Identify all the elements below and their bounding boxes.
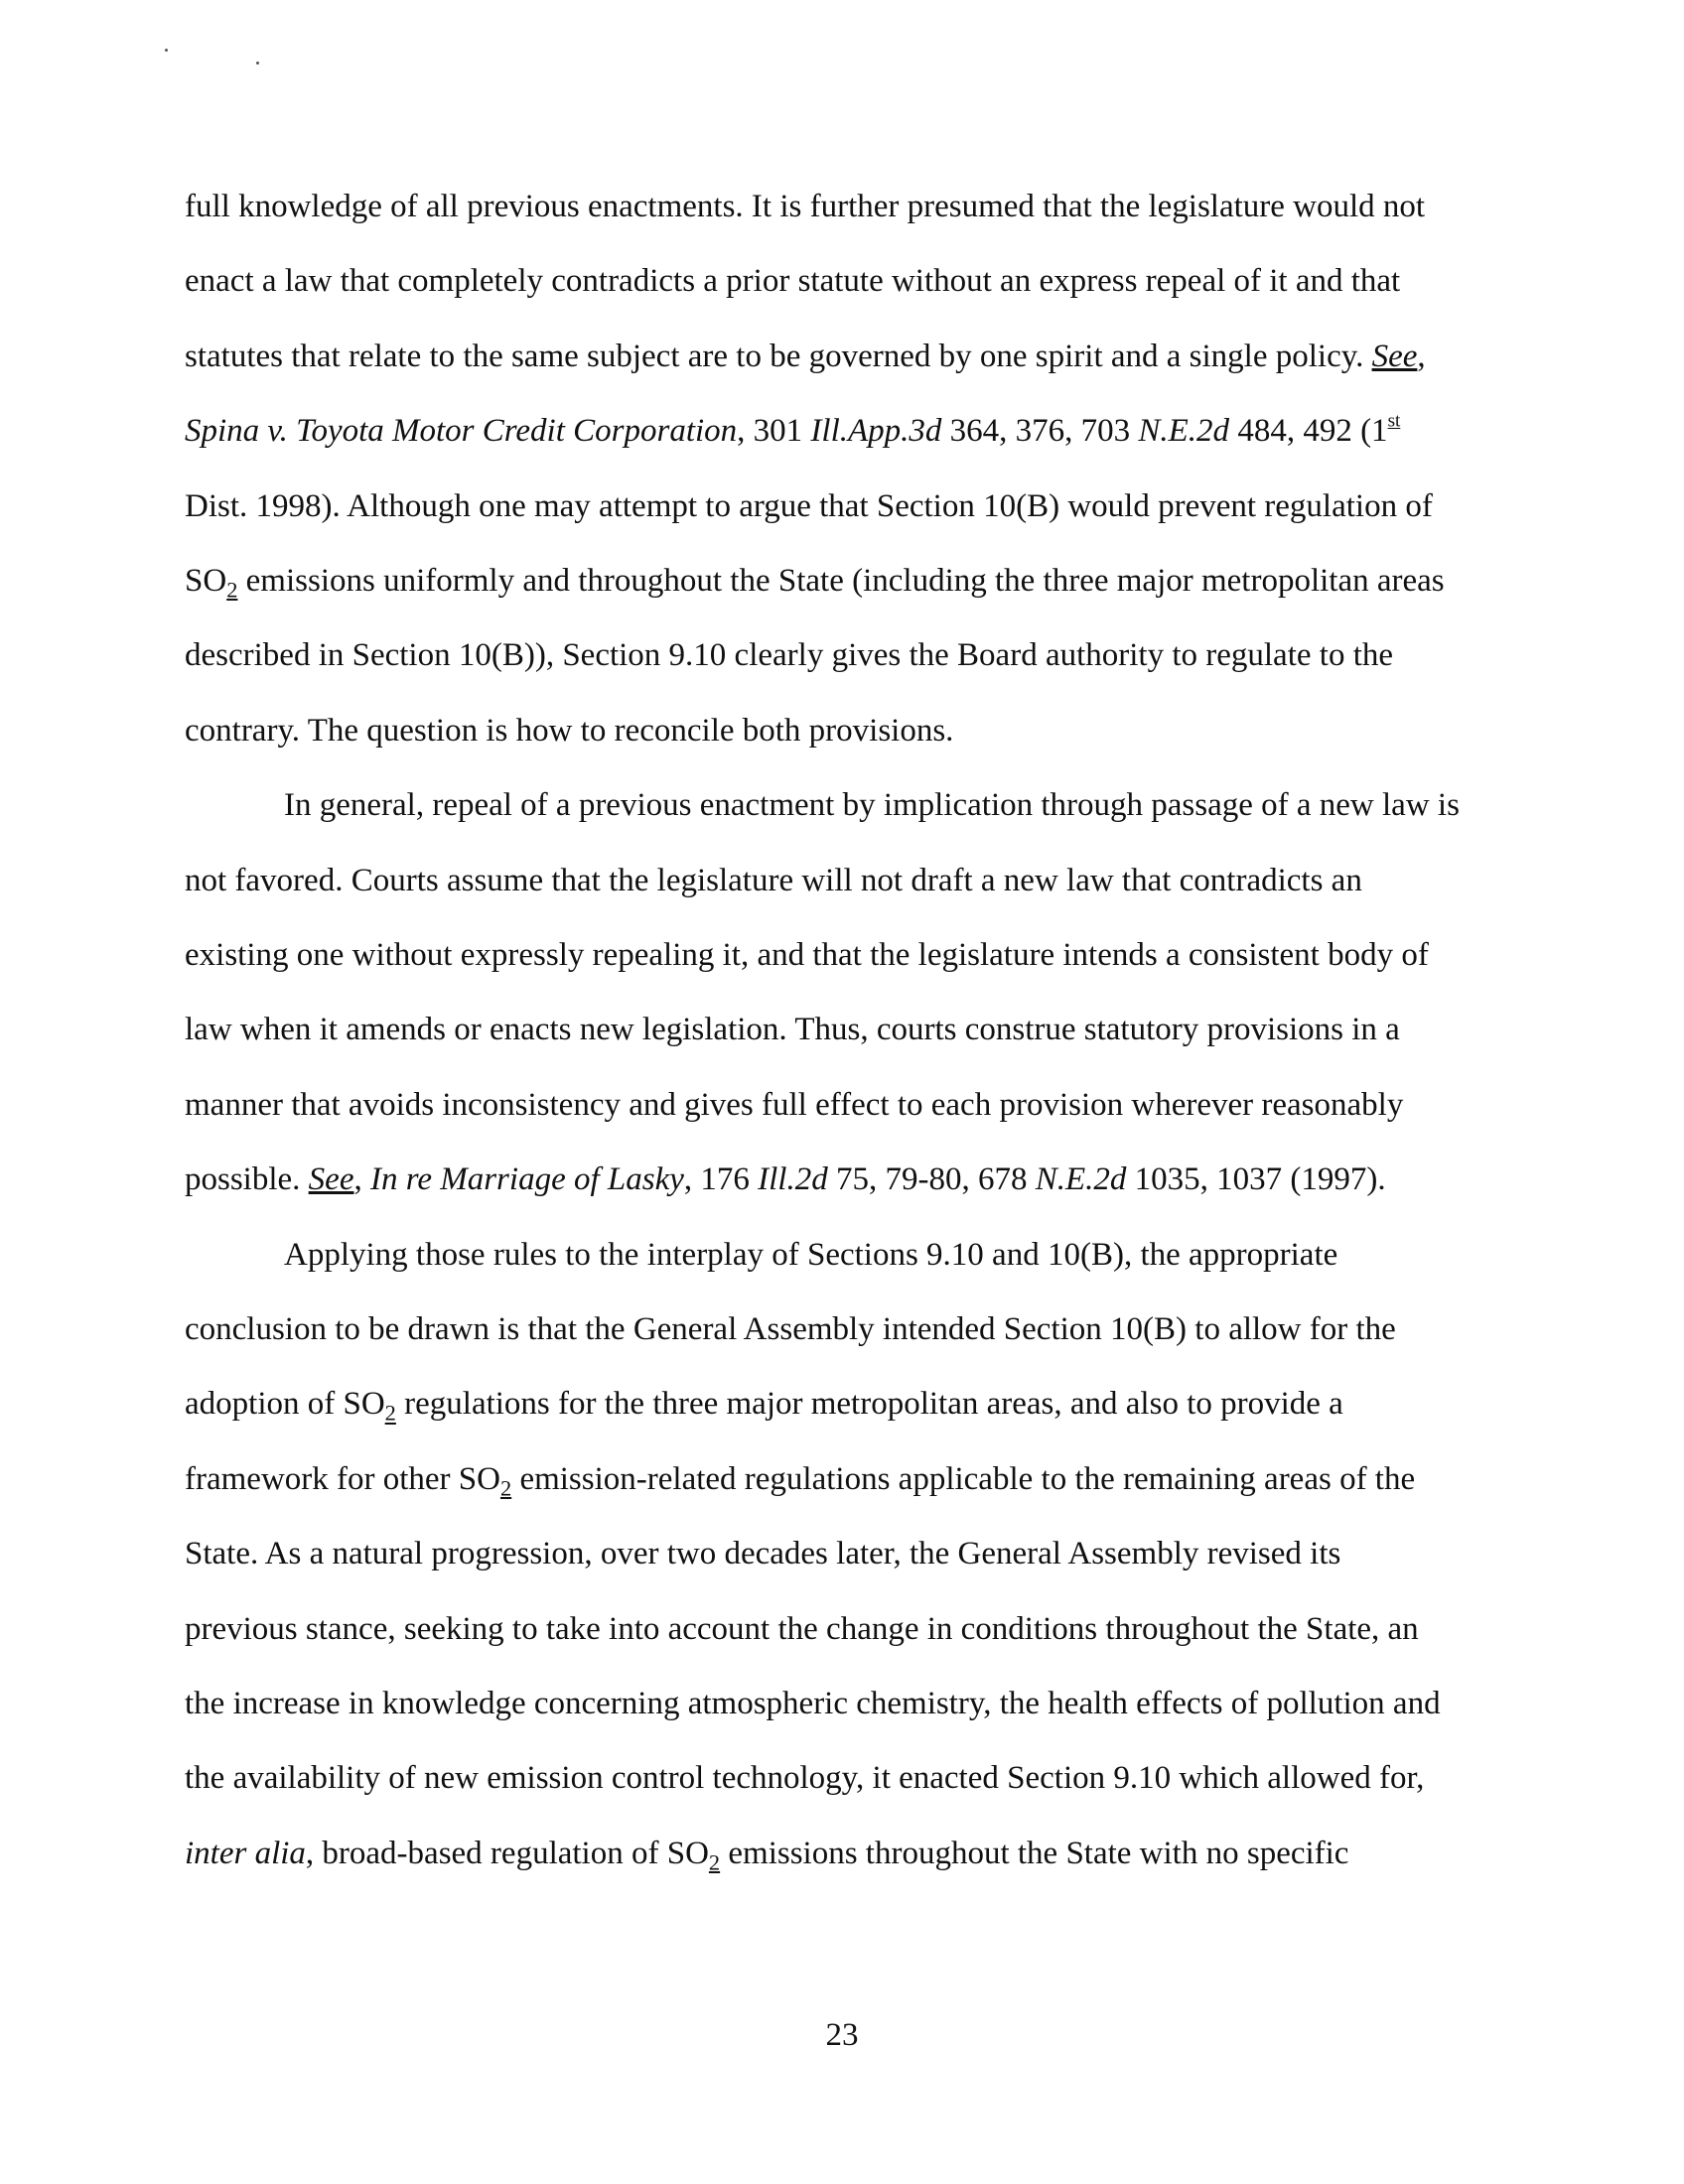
text-segment: existing one without expressly repealing it, and that the legislature intends a consistent body of [185, 937, 1429, 973]
text-segment: emissions uniformly and throughout the State (including the three major metropolitan areas [237, 563, 1445, 599]
text-line [185, 1160, 1386, 1199]
text-segment: previous stance, seeking to take into account the change in conditions throughout the State, an [185, 1610, 1419, 1647]
text-segment: , [1417, 338, 1426, 374]
text-line [185, 1834, 1348, 1873]
text-segment: adoption of SO [185, 1386, 385, 1423]
text-segment: statutes that relate to the same subject are to be governed by one spirit and a single policy. [185, 338, 1372, 374]
text-segment: possible. [185, 1161, 309, 1198]
text-segment: 1035, 1037 (1997). [1126, 1161, 1386, 1198]
text-segment: In re Marriage of Lasky [369, 1161, 684, 1198]
text-line [185, 861, 1362, 900]
text-segment: the increase in knowledge concerning atmospheric chemistry, the health effects of pollution and [185, 1686, 1441, 1721]
text-line [185, 187, 1425, 226]
scan-speck [165, 49, 168, 52]
text-segment: 75, 79-80, 678 [827, 1161, 1036, 1198]
text-segment: Dist. 1998). Although one may attempt to argue that Section 10(B) would prevent regulation of [185, 487, 1433, 524]
text-segment: State. As a natural progression, over two decades later, the General Assembly revised its [185, 1536, 1341, 1572]
text-line [185, 1010, 1400, 1049]
text-segment: , [353, 1161, 370, 1198]
text-line [185, 486, 1433, 526]
text-line [185, 635, 1393, 675]
text-segment: N.E.2d [1138, 413, 1230, 450]
page-number: 23 [825, 2017, 859, 2053]
text-line [185, 1309, 1396, 1349]
text-line [185, 561, 1445, 601]
text-segment: 2 [499, 1475, 512, 1501]
text-segment: described in Section 10(B)), Section 9.10 clearly gives the Board authority to regulate to the [185, 637, 1394, 674]
text-line [185, 1684, 1441, 1723]
text-segment: Ill.App.3d [810, 413, 942, 450]
text-line [185, 711, 953, 751]
text-segment: , broad-based regulation of SO [305, 1835, 709, 1871]
text-segment: , 301 [737, 413, 811, 450]
text-segment: 484, 492 (1 [1229, 413, 1388, 450]
text-segment: 364, 376, 703 [941, 413, 1139, 450]
text-segment: emission-related regulations applicable to the remaining areas of the [511, 1460, 1416, 1497]
text-line [284, 785, 1460, 825]
text-segment: framework for other SO [185, 1460, 500, 1497]
scan-speck [256, 62, 259, 65]
text-line [185, 935, 1429, 975]
text-segment: 2 [226, 577, 238, 603]
text-segment: Spina v. Toyota Motor Credit Corporation [185, 413, 738, 450]
text-segment: not favored. Courts assume that the legislature will not draft a new law that contradicts an [185, 862, 1362, 898]
text-line [185, 1085, 1403, 1125]
text-segment: Applying those rules to the interplay of Sections 9.10 and 10(B), the appropriate [284, 1236, 1338, 1273]
text-segment: st [1387, 410, 1401, 432]
text-line [185, 337, 1426, 376]
text-segment: SO [185, 563, 227, 599]
text-segment: Ill.2d [758, 1161, 828, 1198]
text-segment: enact a law that completely contradicts a prior statute without an express repeal of it and that [185, 263, 1401, 300]
text-segment: manner that avoids inconsistency and gives full effect to each provision wherever reasonably [185, 1086, 1404, 1123]
text-segment: 2 [708, 1849, 721, 1875]
text-line [185, 261, 1400, 301]
text-line [185, 1459, 1415, 1499]
text-line [185, 1384, 1343, 1424]
text-segment: emissions throughout the State with no specific [720, 1835, 1349, 1871]
text-segment: contrary. The question is how to reconcile both provisions. [185, 712, 954, 749]
text-segment: 2 [384, 1400, 396, 1426]
text-line [185, 411, 1400, 451]
text-segment: regulations for the three major metropolitan areas, and also to provide a [395, 1386, 1343, 1423]
text-line [185, 1758, 1424, 1798]
text-segment: See [1371, 338, 1418, 374]
text-line [185, 1609, 1419, 1649]
text-segment: In general, repeal of a previous enactment by implication through passage of a new law is [284, 787, 1460, 824]
text-segment: N.E.2d [1035, 1161, 1127, 1198]
text-segment: , 176 [683, 1161, 759, 1198]
text-segment: law when it amends or enacts new legislation. Thus, courts construe statutory provisions in a [185, 1012, 1400, 1048]
text-segment: inter alia [185, 1835, 306, 1871]
text-segment: See [308, 1161, 354, 1198]
text-line [284, 1235, 1337, 1275]
text-segment: conclusion to be drawn is that the General Assembly intended Section 10(B) to allow for the [185, 1311, 1396, 1347]
text-segment: full knowledge of all previous enactments. It is further presumed that the legislature would not [185, 189, 1426, 224]
text-line [185, 1534, 1340, 1573]
text-segment: the availability of new emission control technology, it enacted Section 9.10 which allowed for, [185, 1760, 1425, 1797]
